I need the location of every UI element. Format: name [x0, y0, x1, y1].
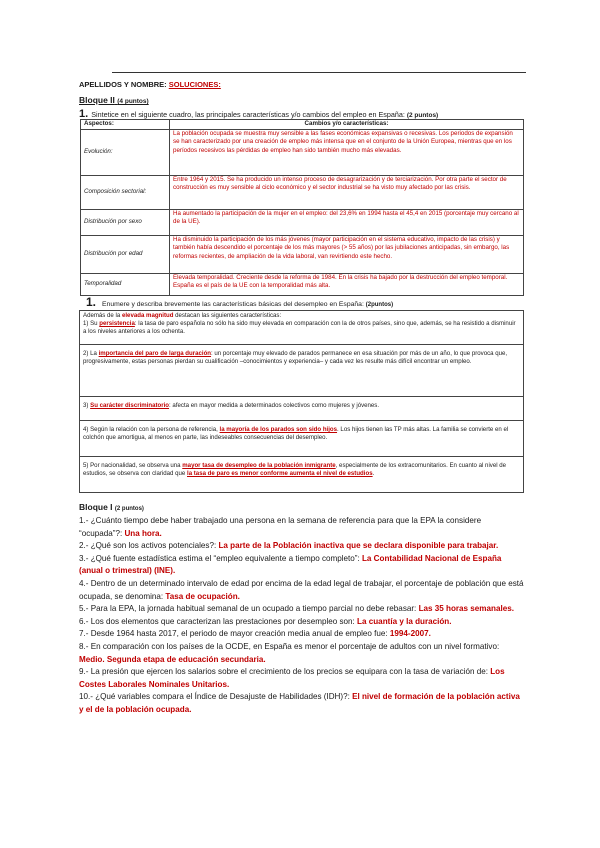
answer-box-5: [79, 457, 524, 493]
box-3-rest: : afecta en mayor medida a determinados colectivos como mujeres y jóvenes.: [169, 402, 380, 409]
answer-text: La cuantía y la duración.: [357, 616, 452, 626]
box-2-rest: : un porcentaje muy elevado de parados permanece en esa situación por más de un año, lo que provoca que, progresivamente, estas personas pierdan su cualificación –conocimientos y experiencia– y cada vez les resulte más difícil encontrar un empleo.: [83, 350, 508, 366]
question-text: 10.- ¿Qué variables compara el Índice de Desajuste de Habilidades (IDH)?:: [79, 692, 353, 702]
question-text: 8.- En comparación con los países de la OCDE, en España es menor el porcentaje de adultos con un nivel formativo:: [79, 641, 500, 651]
box-5-key-1: mayor tasa de desempleo de la población inmigrante: [182, 462, 336, 469]
table-row: [81, 274, 524, 296]
table-row: [81, 130, 524, 176]
block-2-title: [79, 95, 149, 105]
answer-text: La Contabilidad Nacional de España (anual o trimestral) (INE).: [79, 553, 502, 576]
box-2-lead: 2) La: [83, 350, 99, 357]
row-text: La población ocupada se muestra muy sensible a las fases económicas expansivas o recesivas. Los periodos de expansión se han caracterizado por una creación de empleo más intensa que en el conjunto de la Unión Europea, mientras que en los períodos recesivos las pérdidas de empleo han sido también mucho más elevadas.: [170, 130, 524, 176]
answer-text: Las 35 horas semanales.: [418, 604, 514, 614]
col-changes: Cambios y/o características:: [170, 120, 524, 130]
question-2-number: 1.: [86, 295, 97, 309]
list-item: [79, 628, 525, 641]
question-text: 1.- ¿Cuánto tiempo debe haber trabajado una persona en la semana de referencia para que la EPA la considere “ocupada”?:: [79, 516, 482, 538]
list-item: [79, 616, 525, 629]
block-1-title: [79, 502, 144, 512]
block-1-label: Bloque I: [79, 502, 113, 512]
box-5-key-2: la tasa de paro es menor conforme aumenta el nivel de estudios: [187, 470, 373, 478]
block-2-points: (4 puntos): [117, 98, 149, 105]
short-questions-list: [79, 515, 525, 717]
question-2-text: Enumere y describa brevemente las características básicas del desempleo en España:: [102, 301, 364, 308]
box-1-lead: 1) Su: [83, 320, 100, 328]
answer-text: 1994-2007.: [389, 629, 431, 639]
answer-box-1: [79, 310, 524, 345]
box-1-intro-end: destacan las siguientes características:: [173, 312, 282, 319]
question-text: 5.- Para la EPA, la jornada habitual semanal de un ocupado a tiempo parcial no debe rebasar:: [79, 604, 419, 614]
question-text: 6.- Los dos elementos que caracterizan las prestaciones por desempleo son:: [79, 616, 358, 626]
list-item: [79, 603, 525, 616]
table-row: [81, 176, 524, 210]
box-4-key: la mayoría de los parados son sido hijos: [219, 426, 338, 433]
row-aspect: Distribución por sexo: [81, 210, 170, 236]
list-item: [79, 666, 525, 691]
table-row: [81, 236, 524, 274]
question-1-points: (2 puntos): [406, 112, 439, 119]
row-text: Ha disminuido la participación de los más jóvenes (mayor participación en el sistema educativo, impacto de las crisis) y también había descendido el porcentaje de los más mayores (> 55 años) por las jubilaciones anticipadas, sin embargo, las reformas recientes, de ampliación de la vida laboral, van revirtiendo este hecho.: [170, 236, 524, 274]
box-1-highlight: elevada magnitud: [121, 312, 174, 319]
table-row: [81, 210, 524, 236]
question-text: 4.- Dentro de un determinado intervalo de edad por encima de la edad legal de trabajar, el porcentaje de población que está ocupada, se denomina:: [79, 578, 524, 601]
answer-text: El nivel de formación de la población activa y el de la población ocupada.: [79, 692, 520, 714]
col-aspects: Aspectos:: [81, 120, 170, 130]
list-item: [79, 691, 525, 716]
answer-box-4: [79, 421, 524, 457]
row-text: Entre 1964 y 2015. Se ha producido un intenso proceso de desagrarización y de terciarización. Por otra parte el sector de construcción es muy sensible al ciclo económico y el sector industrial se ha visto muy afectado por las crisis.: [170, 176, 524, 210]
list-item: [79, 553, 525, 578]
list-item: [79, 515, 525, 540]
row-aspect: Distribución por edad: [81, 236, 170, 274]
box-1-intro: Además de la: [83, 312, 122, 319]
question-1-text: Sintetice en el siguiente cuadro, las principales características y/o cambios del empleo en España:: [91, 110, 405, 119]
box-2-key: importancia del paro de larga duración: [98, 350, 212, 357]
row-text: Elevada temporalidad. Creciente desde la reforma de 1984. En la crisis ha bajado por la destrucción del empleo temporal. España es el país de la UE con la temporalidad más alta.: [170, 274, 524, 296]
employment-table: [80, 119, 524, 296]
name-value: SOLUCIONES:: [168, 80, 221, 89]
answer-text: Una hora.: [124, 528, 162, 538]
answer-text: La parte de la Población inactiva que se declara disponible para trabajar.: [218, 541, 499, 551]
row-aspect: Evolución:: [81, 130, 170, 176]
row-aspect: Composición sectorial:: [81, 176, 170, 210]
question-2-statement: [86, 295, 393, 309]
answer-box-2: [79, 345, 524, 397]
table-header-row: [81, 120, 524, 130]
question-text: 7.- Desde 1964 hasta 2017, el periodo de mayor creación media anual de empleo fue:: [79, 629, 390, 639]
list-item: [79, 641, 525, 666]
list-item: [79, 540, 525, 553]
answer-text: Los Costes Laborales Nominales Unitarios.: [79, 667, 505, 689]
question-text: 9.- La presión que ejercen los salarios sobre el crecimiento de los precios se equipara con la tasa de variación de:: [79, 667, 491, 677]
question-text: 2.- ¿Qué son los activos potenciales?:: [79, 541, 219, 551]
list-item: [79, 578, 525, 603]
question-2-points: (2puntos): [365, 302, 394, 308]
row-text: Ha aumentado la participación de la mujer en el empleo: del 23,6% en 1994 hasta el 45,4 en 2015 (porcentaje muy cercano al de la UE).: [170, 210, 524, 236]
question-1-number: 1.: [79, 108, 89, 120]
box-5-lead: 5) Por nacionalidad, se observa una: [83, 462, 183, 469]
unemployment-boxes: [79, 310, 524, 493]
block-1-points: (2 puntos): [114, 506, 144, 512]
box-1-key: persistencia: [99, 320, 135, 328]
answer-text: Tasa de ocupación.: [165, 591, 240, 601]
box-4-lead: 4) Según la relación con la persona de referencia,: [83, 426, 220, 433]
header-rule: [112, 72, 526, 73]
box-4-rest: . Los hijos tienen las TP más altas. La familia se convierte en el colchón que amortigua, al menos en parte, las indeseables consecuencias del desempleo.: [83, 426, 509, 442]
answer-text: Medio. Segunda etapa de educación secundaria.: [79, 654, 266, 664]
box-1-rest: : la tasa de paro española no sólo ha sido muy elevada en comparación con la de otros países, sino que, además, se ha resistido a disminuir a los niveles anteriores a los ochenta.: [83, 320, 516, 336]
box-5-end: .: [372, 470, 375, 478]
name-label: APELLIDOS Y NOMBRE:: [79, 80, 167, 89]
row-aspect: Temporalidad: [81, 274, 170, 296]
box-5-mid: , especialmente de los extracomunitarios. En cuanto al nivel de estudios, se observa con claridad que: [83, 462, 507, 478]
student-name-line: [79, 80, 221, 89]
box-3-key: Su carácter discriminatorio: [90, 402, 170, 409]
box-3-lead: 3): [83, 402, 91, 409]
question-text: 3.- ¿Qué fuente estadística estima el “empleo equivalente a tiempo completo”:: [79, 553, 362, 563]
answer-box-3: [79, 397, 524, 421]
block-2-label: Bloque II: [79, 95, 115, 105]
